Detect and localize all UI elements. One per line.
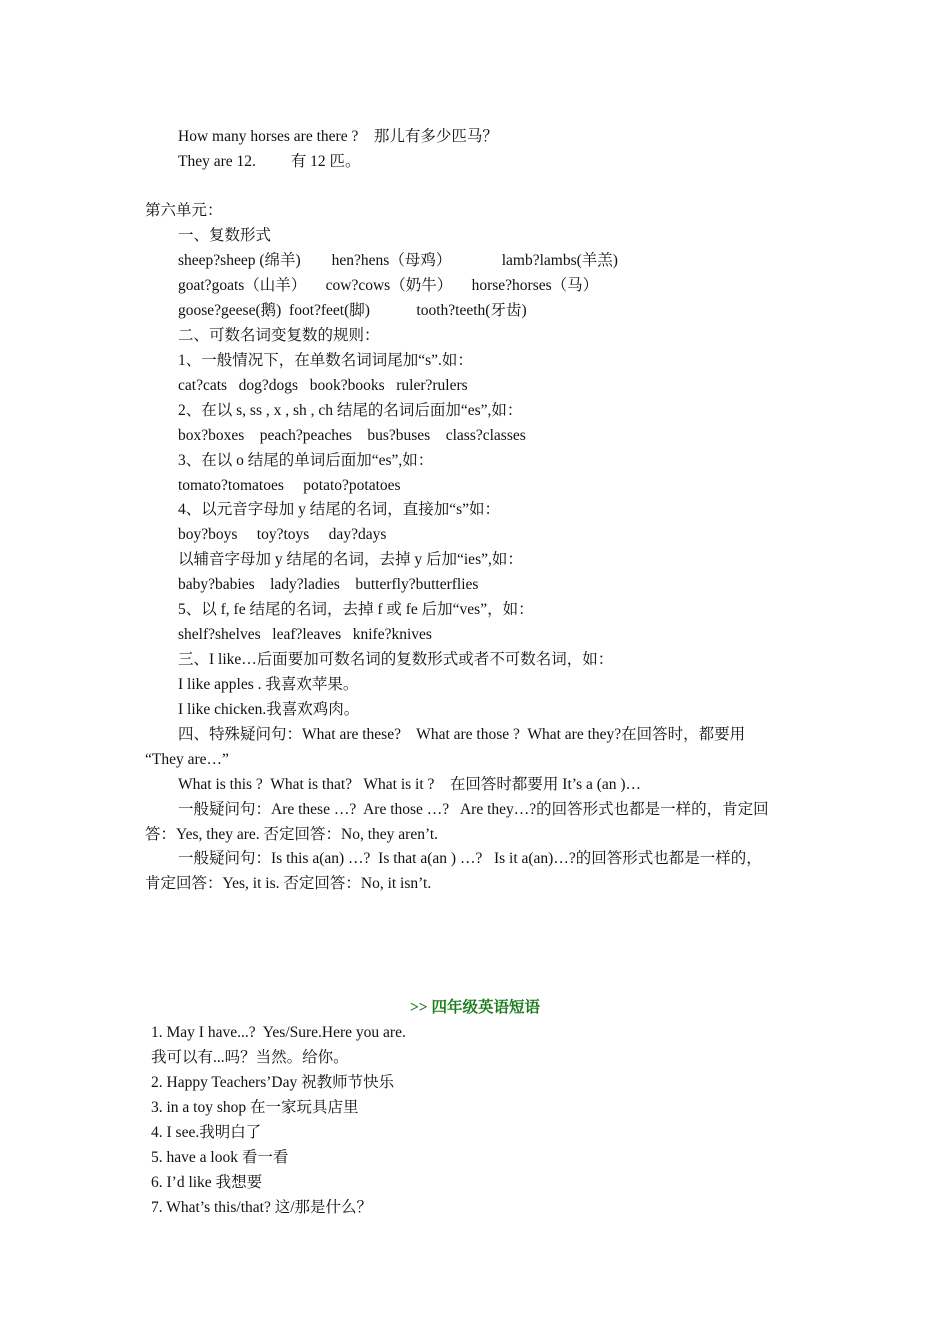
paragraph-continuation: 答：Yes, they are. 否定回答：No, they aren’t.: [145, 826, 439, 843]
section-heading-plural-rules: 二、可数名词变复数的规则：: [178, 327, 380, 344]
paragraph-continuation: “They are…”: [145, 751, 229, 768]
rule-example: shelf?shelves leaf?leaves knife?knives: [178, 626, 432, 643]
rule-text: 以辅音字母加 y 结尾的名词，去掉 y 后加“ies”,如：: [178, 551, 523, 568]
phrase-item: 我可以有...吗？当然。给你。: [151, 1049, 349, 1066]
phrase-item: 7. What’s this/that? 这/那是什么？: [151, 1199, 373, 1216]
phrases-heading: >> 四年级英语短语: [409, 999, 541, 1016]
intro-question: How many horses are there ? 那儿有多少匹马？: [178, 128, 498, 145]
plural-row: sheep?sheep (绵羊) hen?hens（母鸡） lamb?lambs(羊羔): [178, 252, 618, 269]
intro-answer: They are 12. 有 12 匹。: [178, 153, 361, 170]
paragraph-continuation: 肯定回答：Yes, it is. 否定回答：No, it isn’t.: [145, 875, 432, 892]
rule-example: cat?cats dog?dogs book?books ruler?rulers: [178, 377, 468, 394]
phrase-item: 4. I see.我明白了: [151, 1124, 262, 1141]
rule-text: 4、以元音字母加 y 结尾的名词，直接加“s”如：: [178, 501, 501, 518]
plural-row: goat?goats（山羊） cow?cows（奶牛） horse?horses（马）: [178, 277, 599, 294]
plural-row: goose?geese(鹅) foot?feet(脚) tooth?teeth(牙齿): [178, 302, 527, 319]
phrase-item: 5. have a look 看一看: [151, 1149, 289, 1166]
rule-example: boy?boys toy?toys day?days: [178, 526, 387, 543]
section-heading-i-like: 三、I like…后面要加可数名词的复数形式或者不可数名词，如：: [178, 651, 614, 668]
paragraph-text: 一般疑问句：Are these …? Are those …? Are they…?的回答形式也都是一样的，肯定回: [178, 801, 769, 818]
unit-title: 第六单元：: [145, 202, 223, 219]
phrase-item: 3. in a toy shop 在一家玩具店里: [151, 1099, 359, 1116]
section-heading-plural-forms: 一、复数形式: [178, 227, 272, 244]
phrase-item: 1. May I have...? Yes/Sure.Here you are.: [151, 1024, 406, 1041]
phrase-item: 2. Happy Teachers’Day 祝教师节快乐: [151, 1074, 395, 1091]
section-heading-questions: 四、特殊疑问句：What are these? What are those ? What are they?在回答时，都要用: [178, 726, 746, 743]
rule-text: 5、以 f, fe 结尾的名词，去掉 f 或 fe 后加“ves”，如：: [178, 601, 534, 618]
rule-example: tomato?tomatoes potato?potatoes: [178, 477, 401, 494]
paragraph-text: What is this ? What is that? What is it ? 在回答时都要用 It’s a (an )…: [178, 776, 642, 793]
paragraph-text: 一般疑问句：Is this a(an) …? Is that a(an ) …? Is it a(an)…?的回答形式也都是一样的，: [178, 850, 762, 867]
example-sentence: I like chicken.我喜欢鸡肉。: [178, 701, 360, 718]
phrase-item: 6. I’d like 我想要: [151, 1174, 263, 1191]
rule-example: box?boxes peach?peaches bus?buses class?classes: [178, 427, 526, 444]
rule-text: 2、在以 s, ss , x , sh , ch 结尾的名词后面加“es”,如：: [178, 402, 523, 419]
rule-text: 3、在以 o 结尾的单词后面加“es”,如：: [178, 452, 434, 469]
example-sentence: I like apples . 我喜欢苹果。: [178, 676, 359, 693]
rule-example: baby?babies lady?ladies butterfly?butterflies: [178, 576, 479, 593]
rule-text: 1、一般情况下，在单数名词词尾加“s”.如：: [178, 352, 473, 369]
